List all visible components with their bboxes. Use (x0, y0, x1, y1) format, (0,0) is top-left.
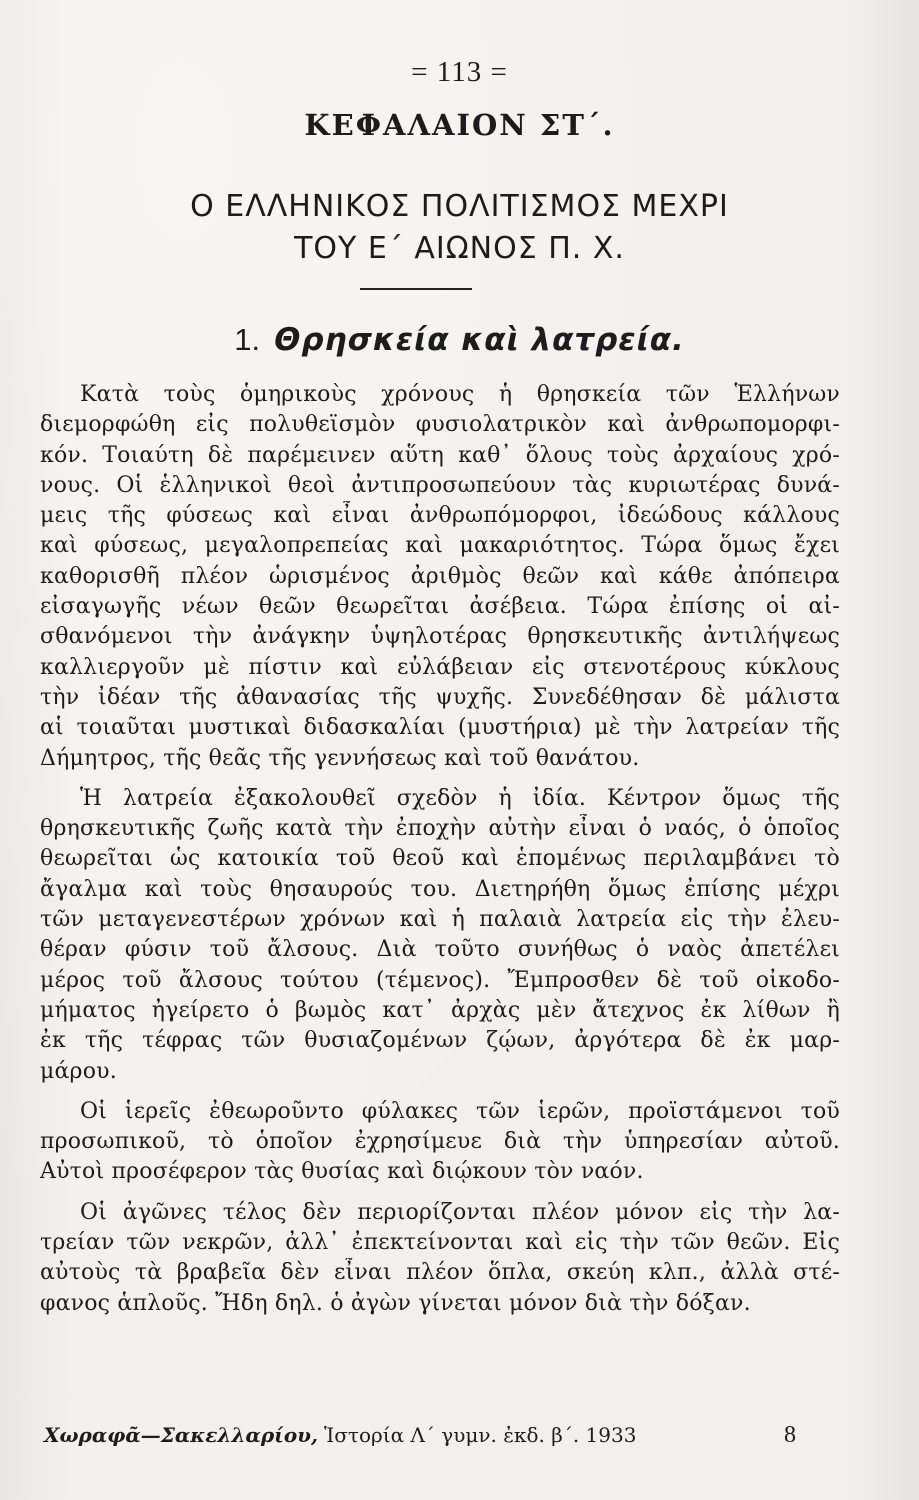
paragraph (40, 1097, 840, 1188)
text-line: σθανόμενοι τὴν ἀνάγκην ὑψηλοτέρας θρησκευτικῆς ἀντιλήψεως (40, 624, 840, 650)
chapter-title (0, 186, 919, 270)
section-number: 1. (234, 322, 261, 357)
text-line: θεωρεῖται ὡς κατοικία τοῦ θεοῦ καὶ ἑπομένως περιλαμβάνει τὸ (40, 846, 840, 872)
text-line: Οἱ ἀγῶνες τέλος δὲν περιορίζονται πλέον μόνον εἰς τὴν λα- (80, 1199, 840, 1225)
text-line: καὶ φύσεως, μεγαλοπρεπείας καὶ μακαριότητος. Τώρα ὅμως ἔχει (40, 533, 840, 559)
text-line: Ἡ λατρεία ἐξακολουθεῖ σχεδὸν ἡ ἰδία. Κέντρον ὅμως τῆς (80, 785, 840, 811)
text-line: Κατὰ τοὺς ὁμηρικοὺς χρόνους ἡ θρησκεία τῶν Ἑλλήνων (80, 382, 840, 407)
text-line: νους. Οἱ ἑλληνικοὶ θεοὶ ἀντιπροσωπεύουν τὰς κυριωτέρας δυνά- (40, 472, 840, 498)
text-line: εἰσαγωγῆς νέων θεῶν θεωρεῖται ἀσέβεια. Τώρα ἐπίσης οἱ αἰ- (40, 594, 840, 620)
text-line: θέραν φύσιν τοῦ ἄλσους. Διὰ τοῦτο συνήθως ὁ ναὸς ἀπετέλει (40, 937, 840, 963)
text-line: ἐκ τῆς τέφρας τῶν θυσιαζομένων ζῴων, ἀργότερα δὲ ἐκ μαρ- (40, 1028, 840, 1054)
text-line: μήματος ἠγείρετο ὁ βωμὸς κατ᾿ ἀρχὰς μὲν ἄτεχνος ἐκ λίθων ἢ (40, 997, 840, 1023)
text-line: αἱ τοιαῦται μυστικαὶ διδασκαλίαι (μυστήρια) μὲ τὴν λατρείαν τῆς (40, 715, 840, 741)
text-line: θρησκευτικῆς ζωῆς κατὰ τὴν ἐποχὴν αὐτὴν εἶναι ὁ ναός, ὁ ὁποῖος (40, 816, 840, 842)
text-line: καλλιεργοῦν μὲ πίστιν καὶ εὐλάβειαν εἰς στενοτέρους κύκλους (40, 654, 840, 680)
text-line: μάρου. (40, 1058, 117, 1084)
paragraph-gap (40, 774, 840, 784)
chapter-title-line: ΤΟΥ Ε΄ ΑΙΩΝΟΣ Π. Χ. (294, 231, 625, 266)
paragraph (40, 1198, 840, 1319)
footer-book-info: Ἱστορία Λ΄ γυμν. ἐκδ. β΄. 1933 (324, 1423, 637, 1447)
paragraph-gap (40, 1188, 840, 1198)
text-line: προσωπικοῦ, τὸ ὁποῖον ἐχρησίμευε διὰ τὴν ὑπηρεσίαν αὐτοῦ. (40, 1129, 840, 1155)
text-line: Δήμητρος, τῆς θεᾶς τῆς γεννήσεως καὶ τοῦ θανάτου. (40, 745, 640, 771)
text-line: κόν. Τοιαύτη δὲ παρέμεινεν αὕτη καθ᾿ ὅλους τοὺς ἀρχαίους χρό- (40, 442, 840, 468)
chapter-heading: ΚΕΦΑΛΑΙΟΝ ΣΤ΄. (304, 108, 615, 142)
text-line: τὴν ἰδέαν τῆς ἀθανασίας τῆς ψυχῆς. Συνεδέθησαν δὲ μάλιστα (40, 684, 840, 710)
section-title: Θρησκεία καὶ λατρεία. (274, 322, 685, 358)
paragraph (40, 784, 840, 1087)
paragraph-gap (40, 1087, 840, 1097)
printer-signature: 8 (784, 1422, 796, 1448)
section-heading (0, 322, 919, 358)
text-line: μέρος τοῦ ἄλσους τούτου (τέμενος). Ἔμπροσθεν δὲ τοῦ οἰκοδο- (40, 967, 840, 993)
title-divider (360, 288, 472, 290)
body-text (40, 380, 840, 1319)
paragraph (40, 380, 840, 774)
text-line: Αὐτοὶ προσέφερον τὰς θυσίας καὶ διῴκουν τὸν ναόν. (40, 1159, 644, 1185)
page-footer (44, 1422, 796, 1449)
text-line: τῶν μεταγενεστέρων χρόνων καὶ ἡ παλαιὰ λατρεία εἰς τὴν ἐλευ- (40, 907, 840, 933)
text-line: διεμορφώθη εἰς πολυθεϊσμὸν φυσιολατρικὸν καὶ ἀνθρωπομορφι- (40, 412, 840, 438)
footer-citation (44, 1423, 636, 1447)
text-line: Οἱ ἱερεῖς ἐθεωροῦντο φύλακες τῶν ἱερῶν, προϊστάμενοι τοῦ (80, 1098, 840, 1124)
footer-authors: Χωραφᾶ—Σακελλαρίου, (44, 1423, 319, 1447)
text-line: ἄγαλμα καὶ τοὺς θησαυρούς του. Διετηρήθη ὅμως ἐπίσης μέχρι (40, 876, 840, 902)
text-line: αὐτοὺς τὰ βραβεῖα δὲν εἶναι πλέον ὅπλα, σκεύη κλπ., ἀλλὰ στέ- (40, 1260, 840, 1286)
page-number: = 113 = (411, 56, 508, 88)
text-line: καθορισθῆ πλέον ὡρισμένος ἀριθμὸς θεῶν καὶ κάθε ἀπόπειρα (40, 563, 840, 589)
chapter-title-line: Ο ΕΛΛΗΝΙΚΟΣ ΠΟΛΙΤΙΣΜΟΣ ΜΕΧΡΙ (190, 189, 729, 224)
text-line: μεις τῆς φύσεως καὶ εἶναι ἀνθρωπόμορφοι, ἰδεώδους κάλλους (40, 503, 840, 529)
text-line: φανος ἁπλοῦς. Ἤδη δηλ. ὁ ἀγὼν γίνεται μόνον διὰ τὴν δόξαν. (40, 1290, 751, 1316)
text-line: τρείαν τῶν νεκρῶν, ἀλλ᾿ ἐπεκτείνονται καὶ εἰς τὴν τῶν θεῶν. Εἰς (40, 1230, 840, 1256)
